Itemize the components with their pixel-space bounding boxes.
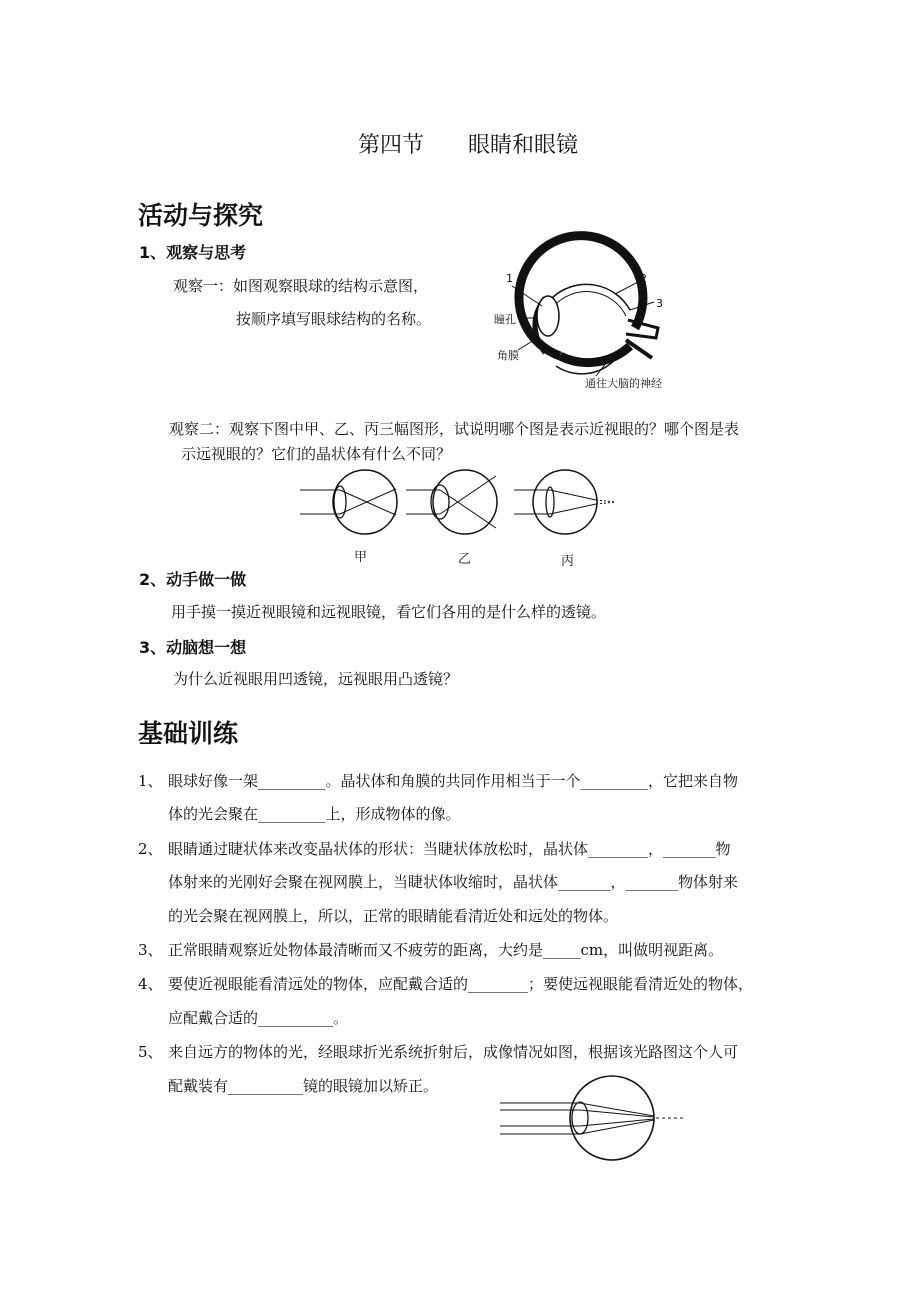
q2-line3: 的光会聚在视网膜上，所以，正常的眼睛能看清近处和远处的物体。 [168,907,619,925]
eye-jia [300,470,397,534]
item3-text: 为什么近视眼用凹透镜，远视眼用凸透镜？ [173,670,459,688]
optic-nerve-top [626,320,658,338]
q1-number: 1、 [138,772,163,790]
section-heading-activities: 活动与探究 [138,201,264,230]
item3-heading: 3、动脑想一想 [139,638,247,657]
choroid-line [552,284,630,310]
leader-cornea [518,340,534,350]
lens-shape [537,296,559,336]
q1-line2: 体的光会聚在_________上，形成物体的像。 [168,805,461,823]
q3-number: 3、 [138,941,163,959]
q1-line1: 眼球好像一架_________。晶状体和角膜的共同作用相当于一个_________，它把来自物 [168,772,739,790]
q2-line2: 体射来的光刚好会聚在视网膜上，当睫状体收缩时，晶状体_______，_______物体射来 [168,873,739,891]
section-heading-basic-training: 基础训练 [138,719,239,748]
eye-label-jia: 甲 [354,550,368,565]
observation2-line2: 示远视眼的？它们的晶状体有什么不同？ [181,445,452,463]
q4-number: 4、 [138,975,163,993]
eye-yi [406,470,497,534]
observation1-line1: 观察一：如图观察眼球的结构示意图， [173,277,429,295]
eye-bing [514,470,616,534]
q4-line1: 要使近视眼能看清远处的物体，应配戴合适的________；要使远视眼能看清近处的物体， [168,975,754,993]
q2-line1: 眼睛通过睫状体来改变晶状体的形状：当睫状体放松时，晶状体________，_______物 [168,840,731,858]
q4-line2: 应配戴合适的__________。 [168,1009,349,1027]
q5-line2: 配戴装有__________镜的眼镜加以矫正。 [168,1077,439,1095]
figure-label-nerve: 通往大脑的神经 [585,377,662,390]
q5-line1: 来自远方的物体的光，经眼球折光系统折射后，成像情况如图，根据该光路图这个人可 [168,1043,739,1061]
leader-2 [615,282,638,294]
item2-text: 用手摸一摸近视眼镜和远视眼镜，看它们各用的是什么样的透镜。 [171,603,607,621]
item1-heading: 1、观察与思考 [139,243,247,262]
q5-number: 5、 [138,1043,163,1061]
retina-line [554,292,626,316]
eye-label-bing: 丙 [561,554,575,569]
q2-number: 2、 [138,840,163,858]
figure-label-cornea: 角膜 [497,349,519,362]
figure-label-2: 2 [640,272,647,285]
eye-label-yi: 乙 [458,552,472,567]
observation1-line2: 按顺序填写眼球结构的名称。 [236,310,432,328]
page-title: 第四节 眼睛和眼镜 [358,133,579,158]
q3-line1: 正常眼睛观察近处物体最清晰而又不疲劳的距离，大约是_____cm，叫做明视距离。 [168,941,724,959]
item2-heading: 2、动手做一做 [139,570,247,589]
three-eyes-figure [300,466,630,546]
figure-label-3: 3 [656,297,663,310]
q5-eye-figure [500,1070,700,1170]
observation2-line1: 观察二：观察下图中甲、乙、丙三幅图形，试说明哪个图是表示近视眼的？哪个图是表 [169,420,740,438]
figure-label-pupil: 瞳孔 [494,313,516,326]
figure-label-1: 1 [506,272,513,285]
